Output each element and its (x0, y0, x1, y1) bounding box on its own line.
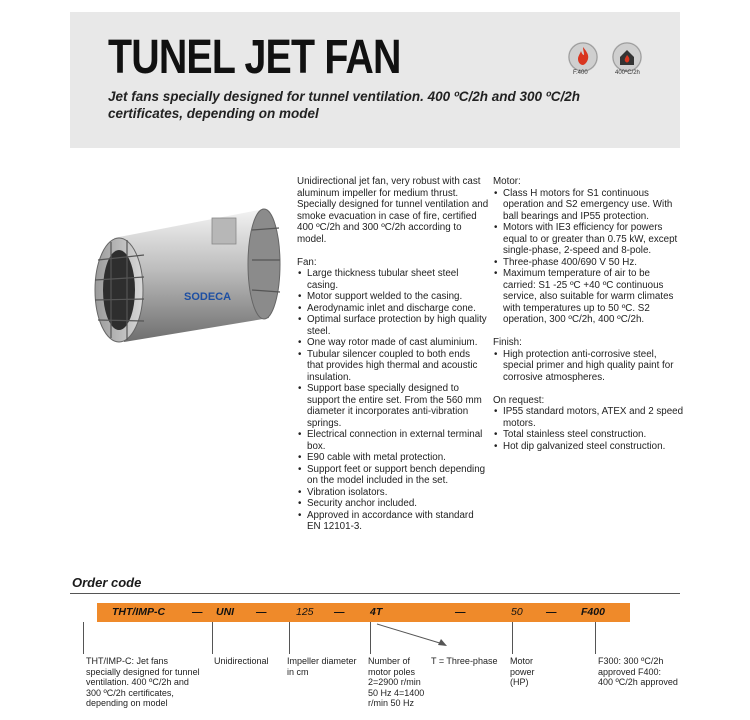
connector-line (595, 622, 596, 654)
order-code-divider (70, 593, 680, 594)
house-smoke-icon (612, 42, 642, 72)
connector-line (370, 622, 371, 654)
jet-fan-image (84, 200, 284, 360)
on-request-list (493, 406, 685, 452)
description-column-1 (297, 176, 489, 533)
page-subtitle: Jet fans specially designed for tunnel ventilation. 400 ºC/2h and 300 ºC/2h certificates, depending on model (108, 89, 580, 121)
desc-poles: Number of motor poles 2=2900 r/min 50 Hz 4=1400 r/min 50 Hz (368, 656, 425, 708)
intro-paragraph: Unidirectional jet fan, very robust with cast aluminum impeller for medium thrust. Specially designed for tunnel ventilation and smoke evacuation in case of fire, certified 400 ºC/2h and 300 ºC/2h according to model. (297, 176, 489, 245)
list-item: • One way rotor made of cast aluminium. (297, 337, 489, 349)
desc-power: Motor power (HP) (510, 656, 535, 687)
desc-direction: Unidirectional (214, 656, 269, 666)
connector-line (212, 622, 213, 654)
desc-diameter: Impeller diameter in cm (287, 656, 357, 677)
description-column-2 (493, 176, 685, 452)
phase-arrow-icon (375, 622, 455, 652)
list-item: • Support feet or support bench depending on the model included in the set. (297, 464, 489, 487)
motor-heading: Motor: (493, 176, 521, 187)
on-request-heading: On request: (493, 394, 545, 406)
list-item: • High protection anti-corrosive steel, special primer and high quality paint for corrosive atmospheres. (493, 349, 685, 384)
code-segment-direction: UNI (216, 606, 235, 618)
list-item: • Aerodynamic inlet and discharge cone. (297, 303, 489, 315)
fire-certificate-icon (568, 42, 598, 72)
list-item: • Approved in accordance with standard EN 12101-3. (297, 510, 489, 533)
code-separator: — (546, 606, 557, 618)
list-item: • Electrical connection in external terminal box. (297, 429, 489, 452)
fan-brand-text: SODECA (184, 291, 232, 303)
code-separator: — (256, 606, 267, 618)
motor-features-list (493, 188, 685, 326)
code-separator: — (192, 606, 203, 618)
fire-certificate-label: F.400 (573, 70, 588, 76)
header-panel (70, 12, 680, 148)
list-item: • Class H motors for S1 continuous operation and S2 emergency use. With ball bearings and IP55 protection. (493, 188, 685, 223)
list-item: • Security anchor included. (297, 498, 489, 510)
code-separator: — (334, 606, 345, 618)
finish-heading: Finish: (493, 337, 522, 348)
desc-phase: T = Three-phase (431, 656, 498, 666)
list-item: • Support base specially designed to support the entire set. From the 560 mm diameter it incorporates anti-vibration springs. (297, 383, 489, 429)
list-item: • Three-phase 400/690 V 50 Hz. (493, 257, 685, 269)
list-item: • IP55 standard motors, ATEX and 2 speed motors. (493, 406, 685, 429)
desc-fire: F300: 300 ºC/2h approved F400: 400 ºC/2h approved (598, 656, 678, 687)
list-item: • Total stainless steel construction. (493, 429, 685, 441)
fan-heading: Fan: (297, 256, 317, 268)
code-segment-power: 50 (511, 606, 523, 618)
page-title: TUNEL JET FAN (108, 31, 401, 84)
code-separator: — (455, 606, 466, 618)
list-item: • Optimal surface protection by high quality steel. (297, 314, 489, 337)
finish-list (493, 349, 685, 384)
list-item: • Tubular silencer coupled to both ends that provides high thermal and acoustic insulation. (297, 349, 489, 384)
list-item: • Large thickness tubular sheet steel casing. (297, 268, 489, 291)
list-item: • Hot dip galvanized steel construction. (493, 441, 685, 453)
order-code-title: Order code (72, 575, 142, 590)
connector-line (83, 622, 84, 654)
code-segment-diameter: 125 (296, 606, 314, 618)
code-segment-poles: 4T (370, 606, 383, 618)
list-item: • Motor support welded to the casing. (297, 291, 489, 303)
desc-model: THT/IMP-C: Jet fans specially designed for tunnel ventilation. 400 ºC/2h and 300 ºC/2h certificates, depending on model (86, 656, 200, 708)
code-segment-fire: F400 (581, 606, 605, 618)
code-segment-model: THT/IMP-C (112, 606, 166, 618)
list-item: • E90 cable with metal protection. (297, 452, 489, 464)
connector-line (289, 622, 290, 654)
connector-line (512, 622, 513, 654)
fan-features-list (297, 268, 489, 533)
house-smoke-label: 400ºC/2h (615, 70, 640, 76)
list-item: • Vibration isolators. (297, 487, 489, 499)
list-item: • Maximum temperature of air to be carried: S1 -25 ºC +40 ºC continuous service, also suitable for warm climates with temperatures up to 50 ºC. S2 operation, 300 ºC/2h, 400 ºC/2h. (493, 268, 685, 326)
list-item: • Motors with IE3 efficiency for powers equal to or greater than 0.75 kW, except single-phase, 2-speed and 8-pole. (493, 222, 685, 257)
